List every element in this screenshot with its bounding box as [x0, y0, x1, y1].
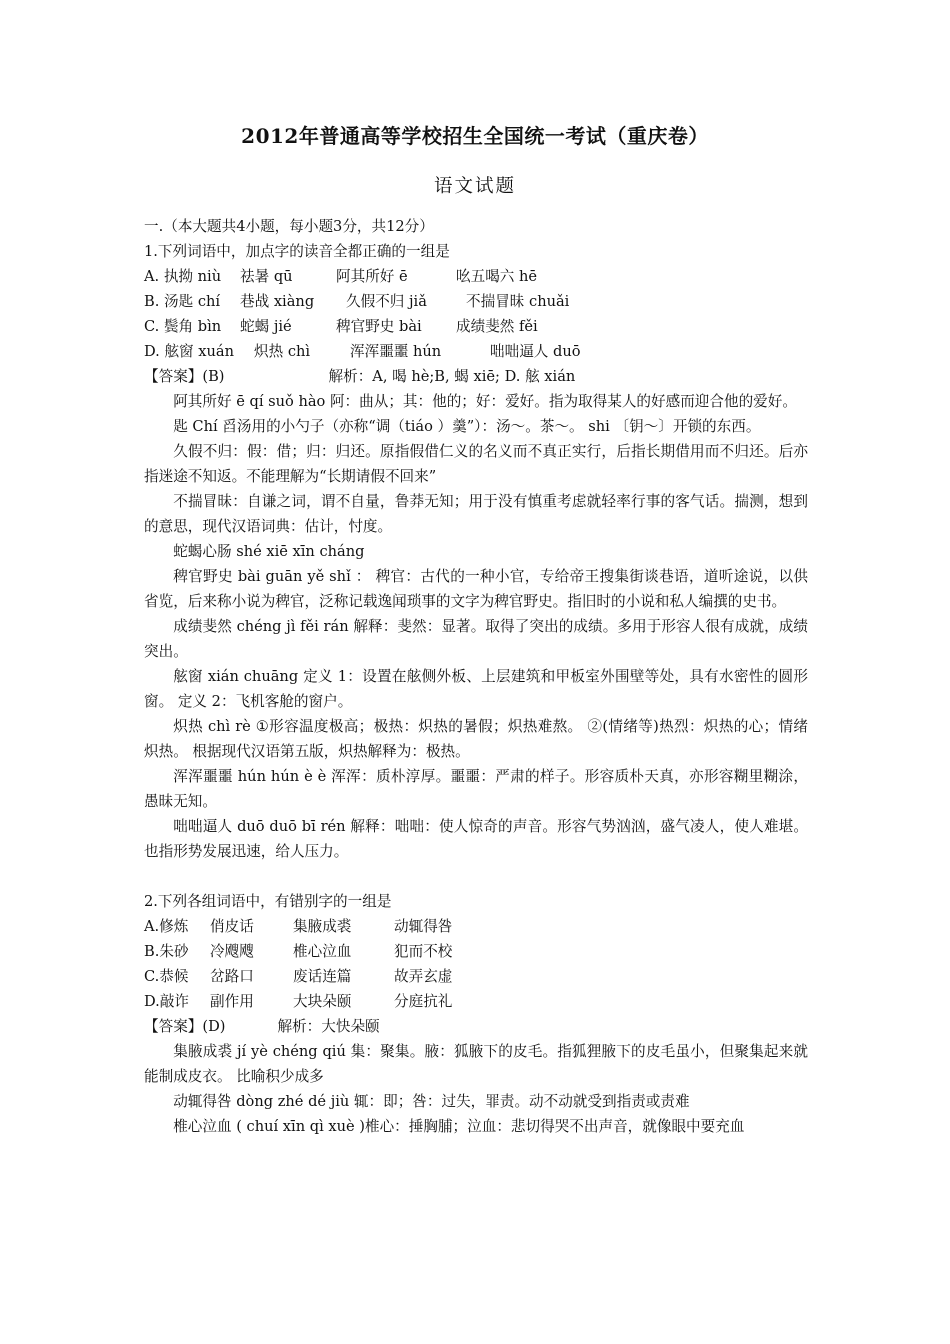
- section-intro: 一.（本大题共4小题，每小题3分，共12分）: [144, 218, 434, 235]
- option-term: B.朱砂: [144, 943, 189, 960]
- option-term: 浑浑噩噩 hún: [350, 343, 442, 360]
- note-paragraph: 椎心泣血 ( chuí xīn qì xuè )椎心：捶胸脯；泣血：悲切得哭不出声音，就像眼中要充血: [173, 1118, 745, 1135]
- answer-label: 【答案】(D): [144, 1018, 226, 1035]
- note-paragraph: 浑浑噩噩 hún hún è è 浑浑：质朴淳厚。噩噩：严肃的样子。形容质朴天真，亦形容糊里糊涂，愚昧无知。: [144, 768, 808, 810]
- option-term: 犯而不校: [394, 943, 453, 960]
- option-term: 岔路口: [210, 968, 254, 985]
- option-term: 祛暑 qū: [240, 268, 293, 285]
- option-term: C.恭候: [144, 968, 189, 985]
- note-paragraph: 舷窗 xián chuāng 定义 1：设置在舷侧外板、上层建筑和甲板室外围壁等处，具有水密性的圆形窗。 定义 2：飞机客舱的窗户。: [144, 668, 808, 710]
- question-2-option-b: [144, 939, 808, 964]
- question-1-option-b: [144, 289, 808, 314]
- option-term: 阿其所好 ē: [336, 268, 408, 285]
- question-2-option-d: [144, 989, 808, 1014]
- option-term: 大块朵颐: [293, 993, 352, 1010]
- option-term: 椎心泣血: [293, 943, 352, 960]
- question-2-option-c: [144, 964, 808, 989]
- option-term: 蛇蝎 jié: [240, 318, 292, 335]
- question-2-stem: 2.下列各组词语中，有错别字的一组是: [144, 893, 392, 910]
- spacer: [144, 864, 808, 889]
- answer-label: 【答案】(B): [144, 368, 225, 385]
- note-paragraph: 阿其所好 ē qí suǒ hào 阿：曲从；其：他的；好：爱好。指为取得某人的好感而迎合他的爱好。: [173, 393, 797, 410]
- note-paragraph: 咄咄逼人 duō duō bī rén 解释：咄咄：使人惊奇的声音。形容气势汹汹，盛气凌人，使人难堪。也指形势发展迅速，给人压力。: [144, 818, 808, 860]
- option-term: D. 舷窗 xuán: [144, 343, 235, 360]
- analysis-text: 解析：大快朵颐: [277, 1018, 380, 1035]
- question-1-stem: 1.下列词语中，加点字的读音全都正确的一组是: [144, 243, 450, 260]
- document-title: 2012年普通高等学校招生全国统一考试（重庆卷）: [241, 124, 709, 148]
- document-subtitle: 语文试题: [433, 176, 516, 197]
- option-term: 成绩斐然 fěi: [456, 318, 538, 335]
- option-term: 冷飕飕: [210, 943, 254, 960]
- option-term: A.修炼: [144, 918, 189, 935]
- note-paragraph: 蛇蝎心肠 shé xiē xīn cháng: [173, 543, 365, 560]
- option-term: D.敲诈: [144, 993, 190, 1010]
- note-paragraph: 久假不归：假：借；归：归还。原指假借仁义的名义而不真正实行，后指长期借用而不归还。后亦指迷途不知返。不能理解为“长期请假不回来”: [144, 443, 808, 485]
- note-paragraph: 不揣冒昧：自谦之词，谓不自量，鲁莽无知；用于没有慎重考虑就轻率行事的客气话。揣测，想到的意思，现代汉语词典：估计，忖度。: [144, 493, 808, 535]
- question-2-option-a: [144, 914, 808, 939]
- note-paragraph: 动辄得咎 dòng zhé dé jiù 辄：即；咎：过失，罪责。动不动就受到指责或责难: [173, 1093, 690, 1110]
- note-paragraph: 集腋成裘 jí yè chéng qiú 集：聚集。腋：狐腋下的皮毛。指狐狸腋下的皮毛虽小，但聚集起来就能制成皮衣。 比喻积少成多: [144, 1043, 808, 1085]
- option-term: 久假不归 jiǎ: [346, 293, 427, 310]
- option-term: 动辄得咎: [394, 918, 453, 935]
- option-term: 炽热 chì: [254, 343, 311, 360]
- note-paragraph: 成绩斐然 chéng jì fěi rán 解释：斐然：显著。取得了突出的成绩。多用于形容人很有成就，成绩突出。: [144, 618, 808, 660]
- note-paragraph: 稗官野史 bài guān yě shǐ ： 稗官：古代的一种小官，专给帝王搜集街谈巷语，道听途说，以供省览，后来称小说为稗官，泛称记载逸闻琐事的文字为稗官野史。指旧时的小说和私人编撰的史书。: [144, 568, 808, 610]
- option-term: 集腋成裘: [293, 918, 352, 935]
- question-1-option-c: [144, 314, 808, 339]
- document-body: [144, 214, 808, 1139]
- question-2-answer-line: [144, 1014, 808, 1039]
- option-term: 吆五喝六 hē: [456, 268, 538, 285]
- question-1-answer-line: [144, 364, 808, 389]
- option-term: 稗官野史 bài: [336, 318, 422, 335]
- option-term: 不揣冒昧 chuǎi: [466, 293, 570, 310]
- option-term: 巷战 xiàng: [240, 293, 315, 310]
- option-term: 故弄玄虚: [394, 968, 453, 985]
- option-term: 俏皮话: [210, 918, 254, 935]
- note-paragraph: 匙 Chí 舀汤用的小勺子（亦称“调（tiáo ）羹”）：汤～。茶～。 shi 〔钥～〕开锁的东西。: [173, 418, 761, 435]
- analysis-text: 解析：A, 喝 hè;B, 蝎 xiē; D. 舷 xián: [328, 368, 576, 385]
- option-term: 副作用: [210, 993, 254, 1010]
- option-term: 咄咄逼人 duō: [490, 343, 581, 360]
- question-1-option-d: [144, 339, 808, 364]
- option-term: 分庭抗礼: [394, 993, 453, 1010]
- option-term: 废话连篇: [293, 968, 352, 985]
- option-term: A. 执拗 niù: [144, 268, 222, 285]
- question-1-option-a: [144, 264, 808, 289]
- option-term: C. 鬓角 bìn: [144, 318, 222, 335]
- note-paragraph: 炽热 chì rè ①形容温度极高；极热：炽热的暑假；炽热难熬。 ②(情绪等)热烈：炽热的心；情绪炽热。 根据现代汉语第五版，炽热解释为：极热。: [144, 718, 808, 760]
- option-term: B. 汤匙 chí: [144, 293, 221, 310]
